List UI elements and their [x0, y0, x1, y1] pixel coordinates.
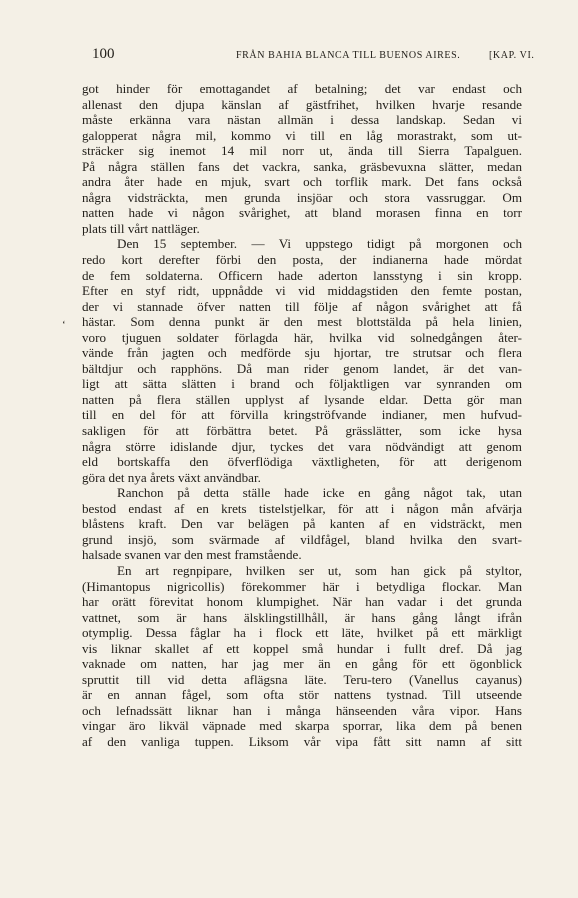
text-line: plats till vårt nattläger. — [82, 220, 200, 236]
page-body — [82, 81, 522, 750]
text-line: måste erkänna vara nästan allmän i dessa landskap. Sedan vi — [82, 112, 522, 128]
text-line: de fem soldaterna. Officern hade aderton lansstyng i sin kropp. — [82, 267, 522, 283]
text-line: och lefnadssätt liknar han i många hänseenden våra vipor. Hans — [82, 702, 522, 718]
page-number: 100 — [92, 46, 115, 62]
text-line: allenast den djupa känslan af gästfrihet, hvilken hvarje resande — [82, 96, 522, 112]
text-line: natten hade vi någon svårighet, att bland morasen finna en torr — [82, 205, 522, 221]
text-line: got hinder för emottagandet af betalning; det var endast och — [82, 81, 522, 96]
margin-mark: ‘ — [62, 319, 66, 331]
text-line: till en del för att förvilla kringströfvande indianer, men hufvud- — [82, 407, 522, 423]
text-line: vaknade om natten, har jag mer än en gång för ett ögonblick — [82, 656, 522, 672]
running-header — [64, 44, 546, 66]
text-line: vattnet, som är hans älsklingstillhåll, är hans gång långt ifrån — [82, 609, 522, 625]
text-line: sträcker sig inemot 14 mil norr ut, ända till Sierra Tapalguen. — [82, 143, 522, 159]
text-line: halsade svanen var den mest framstående. — [82, 547, 302, 563]
text-line: är en annan fågel, som ofta stör nattens tystnad. Till utseende — [82, 687, 522, 703]
text-line: På några ställen fans det vackra, sanka, gräsbevuxna slätter, medan — [82, 158, 522, 174]
text-line: bältdjur och rapphöns. Då man rider genom landet, är det van- — [82, 360, 522, 376]
text-line: eld bortskaffa den öfverflödiga växtligheten, för att derigenom — [82, 454, 522, 470]
running-title: FRÅN BAHIA BLANCA TILL BUENOS AIRES. — [236, 50, 461, 61]
chapter-marker: [KAP. VI. — [489, 50, 535, 61]
text-line: bestod endast af en krets tistelstjelkar, för att i någon mån afvärja — [82, 500, 522, 516]
text-line: En art regnpipare, hvilken ser ut, som han gick på styltor, — [117, 562, 522, 578]
text-line: galopperat några mil, kommo vi till en låg morastrakt, som ut- — [82, 127, 522, 143]
text-line: (Himantopus nigricollis) förekommer här i betydliga flockar. Man — [82, 578, 522, 594]
text-line: voro tjuguen soldater förlagda här, hvilka vid solnedgången åter- — [82, 329, 522, 345]
text-line: grund insjö, som svärmade af vildfågel, bland hvilka den svart- — [82, 531, 522, 547]
text-line: sakligen för att förbättra betet. På grässlätter, som icke hysa — [82, 423, 522, 439]
text-line: spruttit till vid detta aflägsna läte. Teru-tero (Vanellus cayanus) — [82, 671, 522, 687]
text-line: vände från jagten och medförde sju hjortar, tre strutsar och flera — [82, 345, 522, 361]
text-line: ligt att sätta slätten i brand och följaktligen var synranden om — [82, 376, 522, 392]
text-line: Den 15 september. — Vi uppstego tidigt på morgonen och — [117, 236, 522, 252]
text-line: några vidsträckta, men grunda insjöar och stora vassruggar. Om — [82, 189, 522, 205]
text-line: göra det nya årets växt användbar. — [82, 469, 261, 485]
text-line: några större idislande djur, tyckes det vara nödvändigt att genom — [82, 438, 522, 454]
text-line: redo kort derefter förbi den posta, der indianerna hade mördat — [82, 252, 522, 268]
text-line: natten på flera ställen upplyst af lysande eldar. Detta gör man — [82, 391, 522, 407]
text-line: andra åter hade en mjuk, svart och torflik mark. Det fans också — [82, 174, 522, 190]
text-line: blåstens kraft. Den var belägen på kanten af en vidsträckt, men — [82, 516, 522, 532]
text-line: hästar. Som denna punkt är den mest blottstälda på hela linien, — [82, 314, 522, 330]
text-line: otymplig. Dessa fåglar ha i flock ett läte, hvilket på ett märkligt — [82, 625, 522, 641]
text-line: har orätt förevitat honom klumpighet. När han vadar i det grunda — [82, 594, 522, 610]
text-line: Ranchon på detta ställe hade icke en gång något tak, utan — [117, 485, 522, 501]
text-line: af den vanliga tuppen. Liksom vår vipa fått sitt namn af sitt — [82, 733, 522, 749]
text-line: vingar äro likväl väpnade med skarpa sporrar, lika dem på benen — [82, 718, 522, 734]
text-line: der vi stannade öfver natten till följe af någon svårighet att få — [82, 298, 522, 314]
text-line: vis liknar skallet af ett koppel små hundar i fullt dref. Då jag — [82, 640, 522, 656]
text-line: Efter en styf ridt, uppnådde vi vid middagstiden den femte postan, — [82, 283, 522, 299]
